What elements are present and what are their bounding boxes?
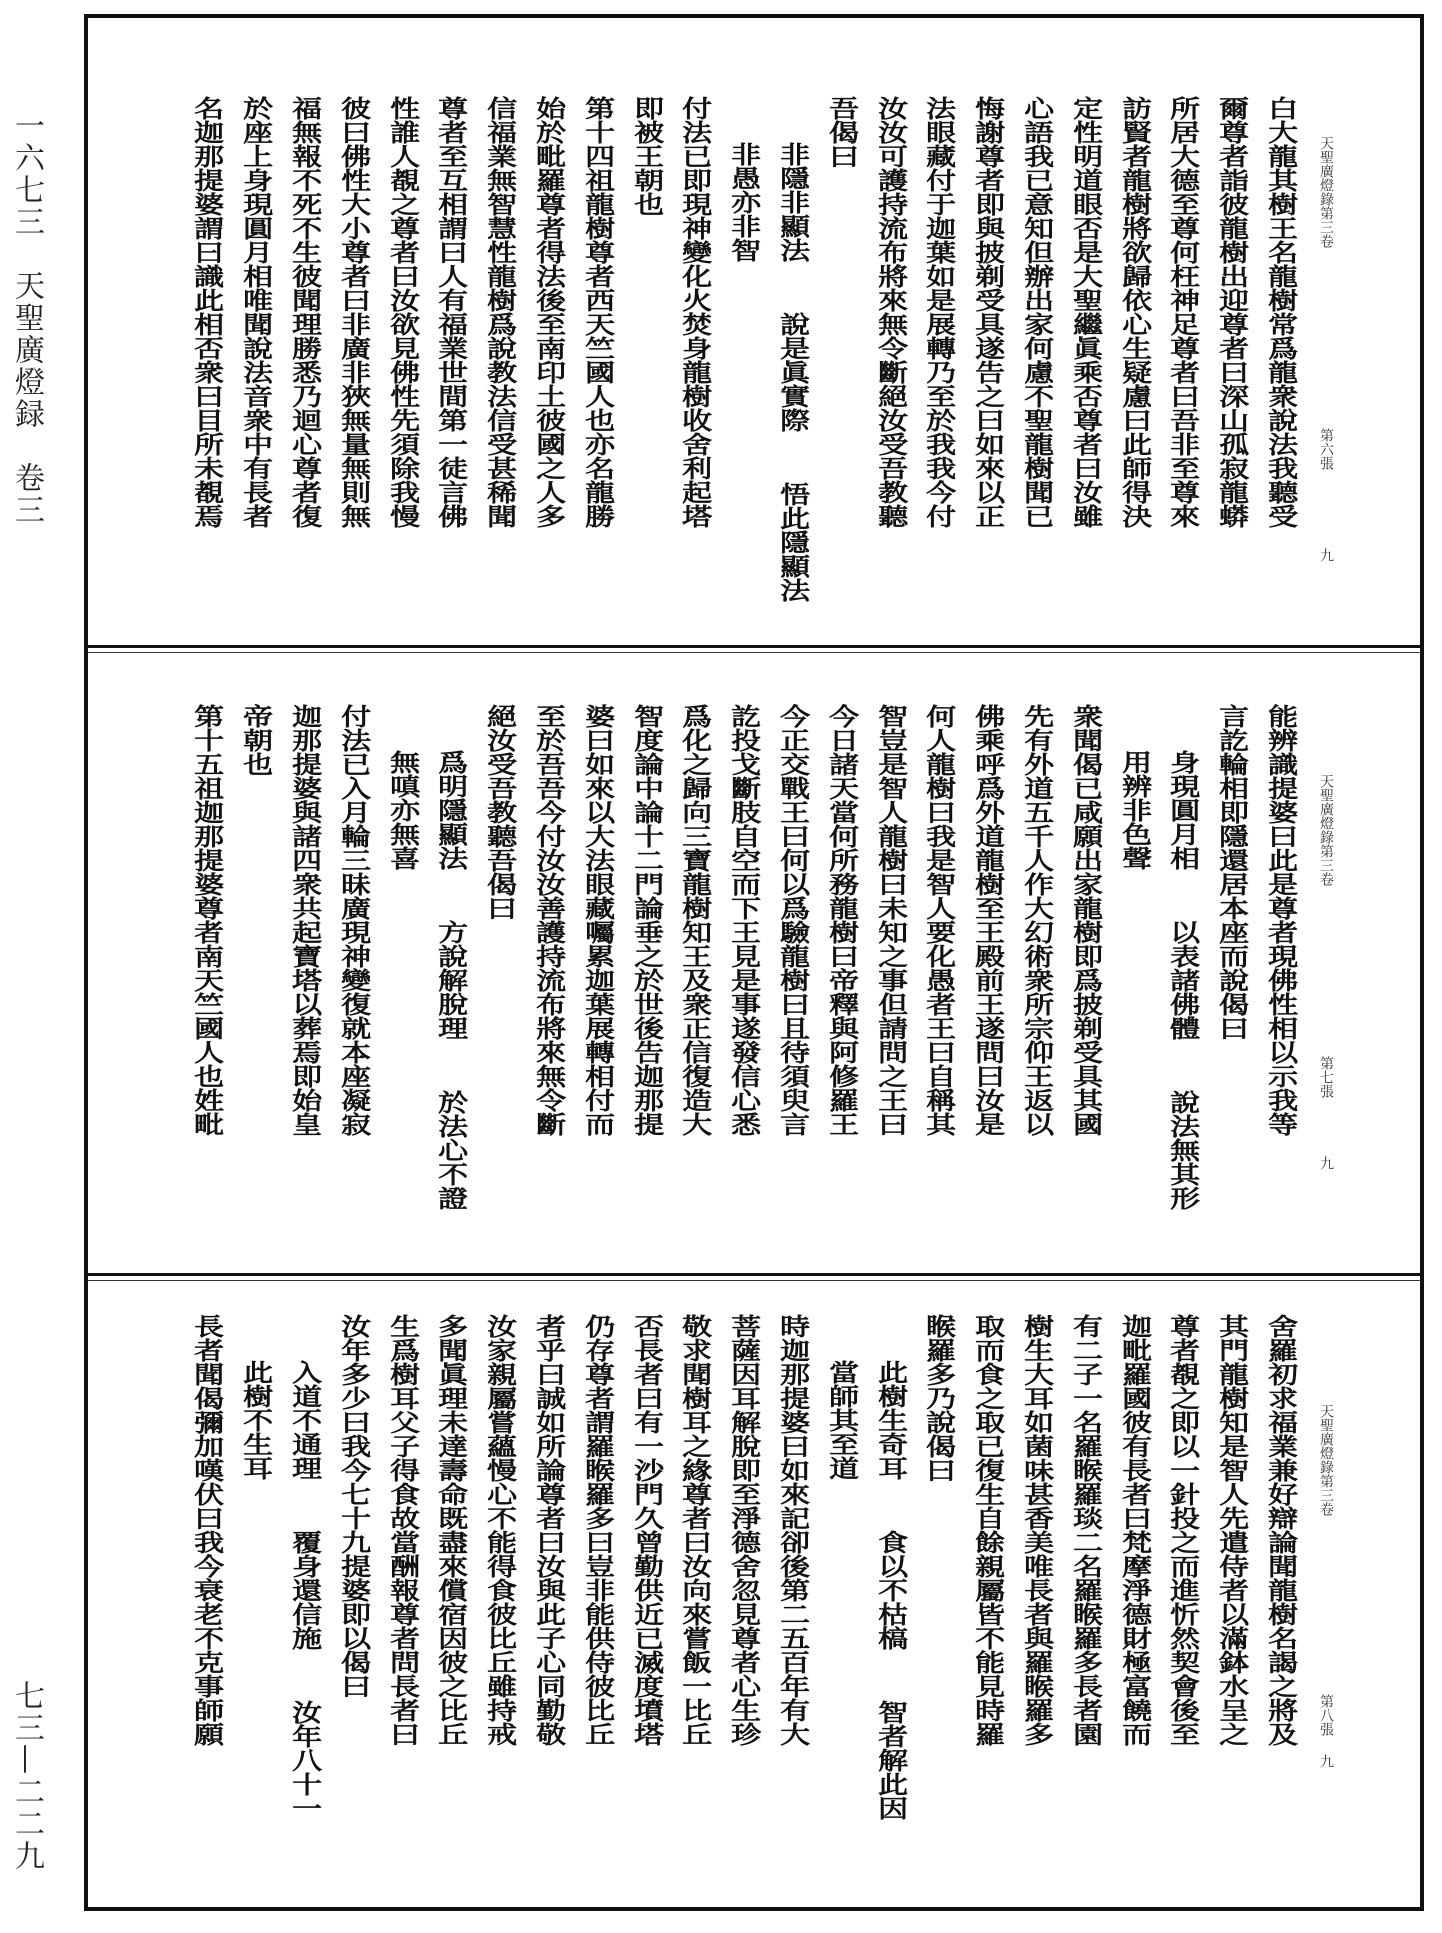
verse-line: 無嗔亦無喜 (384, 750, 421, 870)
text-column (335, 704, 372, 1136)
panel-header-title: 天聖廣燈錄第三卷 (1318, 1404, 1334, 1516)
text-line: 智豈是智人龍樹曰未知之事但請問之王曰 (872, 704, 909, 1136)
verse-column (774, 96, 811, 652)
text-line: 敬求聞樹耳之緣尊者曰汝向來嘗飯一比丘 (676, 1314, 714, 1746)
verse-line: 當師其至道 (823, 1360, 860, 1480)
text-column (335, 1314, 372, 1698)
text-line: 先有外道五千人作大幻術衆所宗仰王返以 (1018, 704, 1055, 1136)
text-column (774, 704, 811, 1136)
text-column (188, 96, 226, 528)
text-column (920, 96, 958, 528)
text-line: 至於吾吾今付汝汝善護持流布將來無令斷 (530, 704, 567, 1136)
text-line: 智度論中論十二門論垂之於世後告迦那提 (628, 704, 665, 1136)
text-column (1067, 1314, 1104, 1746)
verse-column (823, 1314, 860, 1530)
panel-header-sheet: 第七張 (1318, 1056, 1334, 1098)
text-line: 今日諸天當何所務龍樹曰帝釋與阿修羅王 (823, 704, 860, 1136)
text-line: 時迦那提婆曰如來記卻後第二五百年有大 (774, 1314, 811, 1746)
panel-header-page: 九 (1318, 548, 1334, 562)
verse-line: 入道不通理 (286, 1360, 323, 1480)
text-line: 舍羅初求福業兼好辯論聞龍樹名謁之將及 (1262, 1314, 1299, 1746)
text-line: 樹生大耳如菌味甚香美唯長者與羅睺羅多 (1018, 1314, 1055, 1746)
text-line: 第十五祖迦那提婆尊者南天竺國人也姓毗 (188, 704, 226, 1136)
text-line: 信福業無智慧性龍樹爲說教法信受甚稀聞 (481, 96, 518, 528)
verse-column (1116, 704, 1153, 920)
text-column (969, 704, 1006, 1136)
text-line: 迦毗羅國彼有長者曰梵摩淨德財極富饒而 (1116, 1314, 1153, 1746)
text-line: 福無報不死不生彼聞理勝悉乃迴心尊者復 (286, 96, 323, 528)
text-column (237, 96, 274, 528)
text-column (823, 96, 860, 168)
text-line: 生爲樹耳父子得食故當酬報尊者問長者曰 (384, 1314, 421, 1746)
text-column (628, 96, 665, 216)
text-line: 所居大德至尊何枉神足尊者曰吾非至尊來 (1164, 96, 1202, 528)
text-line: 尊者覩之即以一針投之而進忻然契會後至 (1164, 1314, 1202, 1746)
text-column (481, 1314, 518, 1746)
verse-column (286, 1314, 323, 1870)
verse-line: 悟此隱顯法 (774, 482, 811, 602)
text-line: 定性明道眼否是大聖繼眞乘否尊者曰汝雖 (1067, 96, 1104, 528)
verse-column (384, 704, 421, 920)
text-column (823, 704, 860, 1136)
text-column (530, 1314, 567, 1746)
text-line: 何人龍樹曰我是智人要化愚者王曰自稱其 (920, 704, 958, 1136)
text-line: 仍存尊者謂羅睺羅多曰豈非能供侍彼比丘 (579, 1314, 616, 1746)
text-line: 吾偈曰 (823, 96, 860, 168)
text-column (1018, 704, 1055, 1136)
verse-column (725, 96, 762, 312)
text-line: 爾尊者詣彼龍樹出迎尊者曰深山孤寂龍蟒 (1213, 96, 1250, 528)
panel-header-sheet: 第六張 (1318, 428, 1334, 470)
verse-line: 汝年八十一 (286, 1700, 323, 1820)
text-column (969, 1314, 1006, 1746)
text-column (676, 704, 714, 1136)
text-line: 爲化之歸向三寶龍樹知王及衆正信復造大 (676, 704, 714, 1136)
text-column (530, 96, 567, 528)
panel-divider (88, 645, 1420, 648)
text-line: 汝年多少曰我今七十九提婆即以偈曰 (335, 1314, 372, 1698)
verse-column (872, 1314, 909, 1870)
text-line: 取而食之取已復生自餘親屬皆不能見時羅 (969, 1314, 1006, 1746)
text-column (579, 1314, 616, 1746)
text-column (1164, 96, 1202, 528)
text-line: 汝家親屬嘗蘊慢心不能得食彼比丘雖持戒 (481, 1314, 518, 1746)
panel-header-sheet: 第八張 (1318, 1694, 1334, 1736)
text-column (1262, 96, 1299, 528)
text-line: 衆聞偈已咸願出家龍樹即爲披剃受具其國 (1067, 704, 1104, 1136)
text-column (384, 1314, 421, 1746)
text-line: 今正交戰王曰何以爲驗龍樹曰且待須臾言 (774, 704, 811, 1136)
verse-line: 此樹生奇耳 (872, 1360, 909, 1480)
text-line: 睺羅多乃說偈曰 (920, 1314, 958, 1482)
text-line: 言訖輪相即隱還居本座而說偈曰 (1213, 704, 1250, 1040)
text-column (1213, 704, 1250, 1040)
text-line: 即被王朝也 (628, 96, 665, 216)
text-column (725, 704, 762, 1136)
text-line: 訪賢者龍樹將欲歸依心生疑慮曰此師得決 (1116, 96, 1153, 528)
text-column (628, 1314, 665, 1746)
text-line: 者乎曰誠如所論尊者曰汝與此子心同勤敬 (530, 1314, 567, 1746)
text-line: 始於毗羅尊者得法後至南印土彼國之人多 (530, 96, 567, 528)
verse-line: 說法無其形 (1164, 1090, 1202, 1210)
verse-line: 用辨非色聲 (1116, 750, 1153, 870)
verse-line: 非愚亦非智 (725, 142, 762, 262)
text-column (969, 96, 1006, 528)
text-line: 菩薩因耳解脫即至淨德舍忽見尊者心生珍 (725, 1314, 762, 1746)
text-line: 多聞眞理未達壽命既盡來償宿因彼之比丘 (432, 1314, 470, 1746)
verse-column (1164, 704, 1202, 1260)
panel-header-title: 天聖廣燈錄第三卷 (1318, 774, 1334, 886)
text-column (1213, 96, 1250, 528)
text-column (676, 1314, 714, 1746)
text-line: 悔謝尊者即與披剃受具遂告之曰如來以正 (969, 96, 1006, 528)
verse-line: 說是眞實際 (774, 312, 811, 432)
panel-header-title: 天聖廣燈錄第三卷 (1318, 136, 1334, 248)
panel-divider (88, 1273, 1420, 1276)
text-column (1067, 96, 1104, 528)
text-line: 否長者曰有一沙門久曾勤供近已滅度墳塔 (628, 1314, 665, 1746)
verse-line: 爲明隱顯法 (432, 750, 470, 870)
text-column (676, 96, 714, 528)
text-line: 付法已即現神變化火焚身龍樹收舍利起塔 (676, 96, 714, 528)
text-column (1116, 96, 1153, 528)
text-line: 汝汝可護持流布將來無令斷絕汝受吾教聽 (872, 96, 909, 528)
verse-line: 身現圓月相 (1164, 750, 1202, 870)
text-column (384, 96, 421, 528)
text-column (1213, 1314, 1250, 1746)
text-column (432, 96, 470, 528)
text-line: 迦那提婆與諸四衆共起寶塔以葬焉即始皇 (286, 704, 323, 1136)
text-line: 有二子一名羅睺羅琰二名羅睺羅多長者園 (1067, 1314, 1104, 1746)
verse-line: 覆身還信施 (286, 1530, 323, 1650)
verse-line: 以表諸佛體 (1164, 920, 1202, 1040)
text-column (872, 704, 909, 1136)
page-frame (84, 14, 1424, 1911)
text-column (237, 704, 274, 776)
text-column (1018, 96, 1055, 528)
text-line: 婆曰如來以大法眼藏囑累迦葉展轉相付而 (579, 704, 616, 1136)
text-column (725, 1314, 762, 1746)
text-line: 性誰人覩之尊者曰汝欲見佛性先須除我慢 (384, 96, 421, 528)
text-line: 能辨識提婆曰此是尊者現佛性相以示我等 (1262, 704, 1299, 1136)
verse-column (432, 704, 470, 1260)
text-column (1262, 704, 1299, 1136)
text-line: 其門龍樹知是智人先遣侍者以滿鉢水呈之 (1213, 1314, 1250, 1746)
text-column (286, 96, 323, 528)
text-column (1164, 1314, 1202, 1746)
text-column (1018, 1314, 1055, 1746)
text-column (481, 96, 518, 528)
verse-line: 此樹不生耳 (237, 1360, 274, 1480)
text-line: 心語我已意知但辦出家何慮不聖龍樹聞已 (1018, 96, 1055, 528)
text-line: 訖投戈斷肢自空而下王見是事遂發信心悉 (725, 704, 762, 1136)
text-column (920, 704, 958, 1136)
text-column (188, 704, 226, 1136)
text-line: 帝朝也 (237, 704, 274, 776)
margin-volume-label: 一六七三 天聖廣燈録 卷三 (9, 110, 44, 526)
margin-page-number: 七三—二二九 (9, 1680, 44, 1872)
panel-header-page: 九 (1318, 1156, 1334, 1170)
verse-line: 非隱非顯法 (774, 142, 811, 262)
verse-line: 食以不枯槁 (872, 1530, 909, 1650)
text-column (1262, 1314, 1299, 1746)
text-panel-3 (88, 1284, 1420, 1904)
text-line: 於座上身現圓月相唯聞說法音衆中有長者 (237, 96, 274, 528)
text-line: 長者聞偈彌加嘆伏曰我今衰老不克事師願 (188, 1314, 226, 1746)
text-line: 佛乘呼爲外道龍樹至王殿前王遂問曰汝是 (969, 704, 1006, 1136)
text-column (579, 704, 616, 1136)
text-column (286, 704, 323, 1136)
text-line: 絕汝受吾教聽吾偈曰 (481, 704, 518, 920)
verse-column (237, 1314, 274, 1530)
text-column (872, 96, 909, 528)
text-line: 付法已入月輪三昧廣現神變復就本座凝寂 (335, 704, 372, 1136)
text-column (628, 704, 665, 1136)
text-line: 彼曰佛性大小尊者曰非廣非狹無量無則無 (335, 96, 372, 528)
text-column (188, 1314, 226, 1746)
text-column (530, 704, 567, 1136)
text-column (1116, 1314, 1153, 1746)
text-column (920, 1314, 958, 1482)
text-column (481, 704, 518, 920)
text-line: 尊者至互相謂曰人有福業世間第一徒言佛 (432, 96, 470, 528)
text-column (335, 96, 372, 528)
verse-line: 智者解此因 (872, 1700, 909, 1820)
text-column (1067, 704, 1104, 1136)
text-line: 法眼藏付于迦葉如是展轉乃至於我我今付 (920, 96, 958, 528)
panel-header-page: 九 (1318, 1754, 1334, 1768)
text-line: 名迦那提婆謂曰識此相否衆曰目所未覩焉 (188, 96, 226, 528)
verse-line: 於法心不證 (432, 1090, 470, 1210)
text-line: 白大龍其樹王名龍樹常爲龍衆說法我聽受 (1262, 96, 1299, 528)
text-line: 第十四祖龍樹尊者西天竺國人也亦名龍勝 (579, 96, 616, 528)
text-column (774, 1314, 811, 1746)
verse-line: 方說解脫理 (432, 920, 470, 1040)
text-panel-2 (88, 656, 1420, 1273)
text-panel-1 (88, 18, 1420, 645)
text-column (432, 1314, 470, 1746)
text-column (579, 96, 616, 528)
